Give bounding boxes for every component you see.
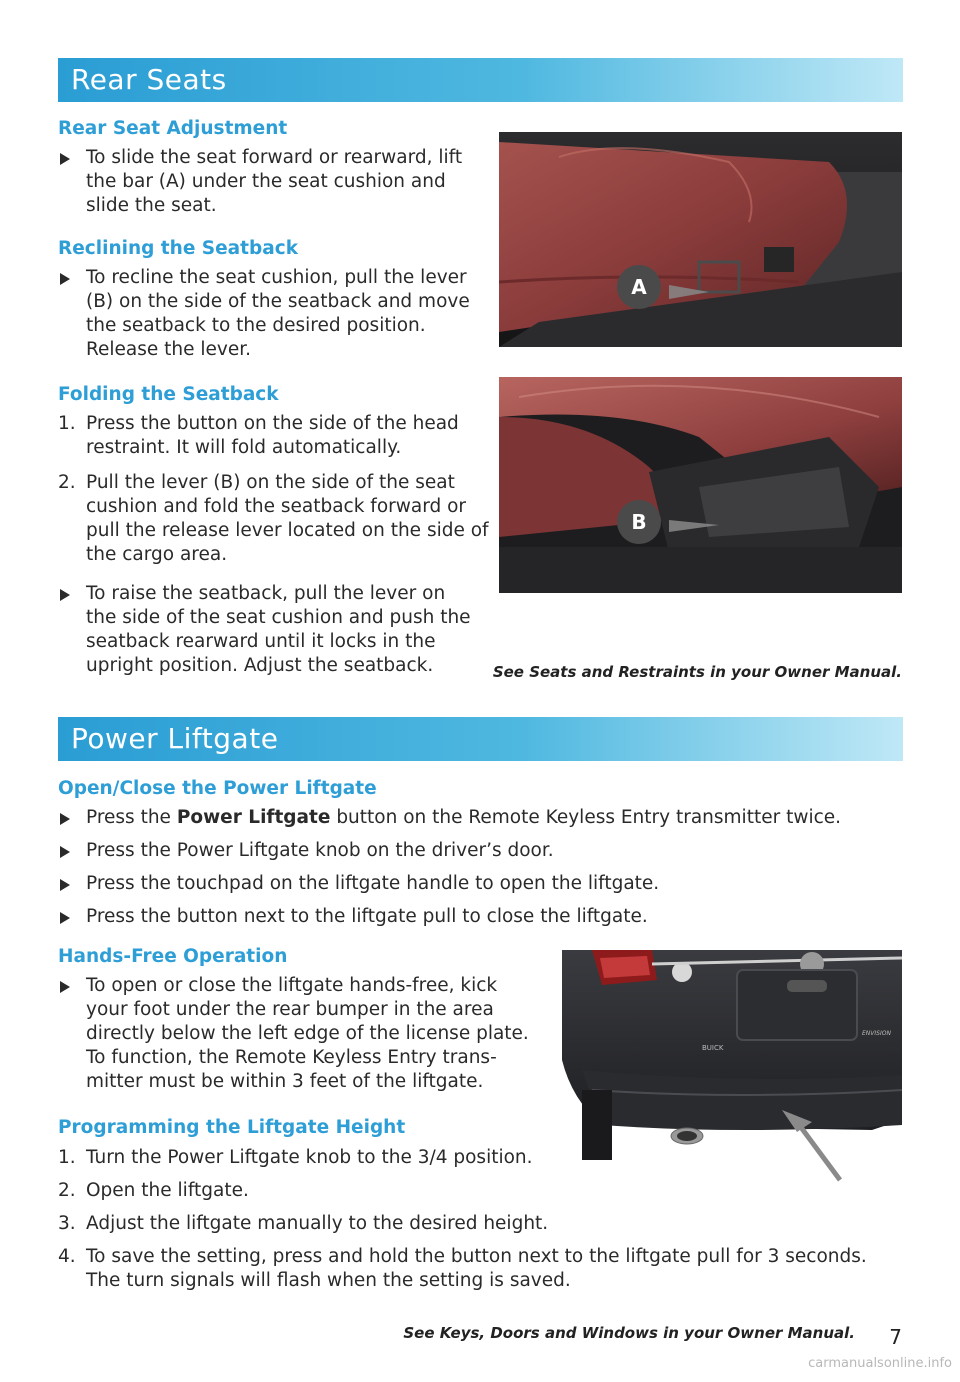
bullet-arrow-icon: [60, 273, 70, 285]
seat-slide-bar-photo: [499, 132, 902, 347]
car-badge: BUICK: [702, 1044, 724, 1052]
list-item: 1. Turn the Power Liftgate knob to the 3/4 position.: [58, 1147, 533, 1168]
bullet-arrow-icon: [60, 813, 70, 825]
list-item: 1. Press the button on the side of the head restraint. It will fold automatically.: [58, 413, 459, 458]
rear-bumper-photo: [542, 950, 902, 1184]
car-model: ENVISION: [862, 1030, 891, 1037]
programming-heading: Programming the Liftgate Height: [58, 1117, 406, 1138]
list-item: To open or close the liftgate hands-free, kick your foot under the rear bumper in the area directly below the left edge of the license plate. To function, the Remote Keyless Entry trans-mitter must be within 3 feet of the liftgate.: [58, 974, 534, 1094]
rear-seat-adjustment-heading: Rear Seat Adjustment: [58, 118, 288, 139]
list-item: 3. Adjust the liftgate manually to the desired height.: [58, 1213, 549, 1234]
bullet-arrow-icon: [60, 846, 70, 858]
list-item: To recline the seat cushion, pull the lever (B) on the side of the seatback and move the seatback to the desired position. Release the lever.: [58, 266, 478, 362]
seatback-lever-photo: [499, 377, 902, 593]
power-liftgate-banner: Power Liftgate: [58, 717, 903, 761]
open-close-heading: Open/Close the Power Liftgate: [58, 778, 377, 799]
label-b: B: [631, 510, 647, 534]
list-item: Press the touchpad on the liftgate handle to open the liftgate.: [58, 872, 898, 896]
bullet-arrow-icon: [60, 912, 70, 924]
reclining-heading: Reclining the Seatback: [58, 238, 299, 259]
list-item: 4. To save the setting, press and hold the button next to the liftgate pull for 3 seconds. The turn signals will flash when the setting is saved.: [58, 1246, 867, 1291]
folding-heading: Folding the Seatback: [58, 384, 279, 405]
list-item: Press the button next to the liftgate pull to close the liftgate.: [58, 905, 898, 929]
label-a: A: [631, 275, 647, 299]
bullet-arrow-icon: [60, 153, 70, 165]
bullet-arrow-icon: [60, 589, 70, 601]
see-keys-ref: See Keys, Doors and Windows in your Owner Manual.: [403, 1324, 855, 1342]
bullet-arrow-icon: [60, 981, 70, 993]
hands-free-heading: Hands-Free Operation: [58, 946, 288, 967]
list-item: Press the Power Liftgate button on the Remote Keyless Entry transmitter twice.: [58, 806, 898, 830]
list-item: Press the Power Liftgate knob on the driver’s door.: [58, 839, 898, 863]
watermark: carmanualsonline.info: [808, 1356, 952, 1371]
list-item: 2. Pull the lever (B) on the side of the seat cushion and fold the seatback forward or pull the release lever located on the side of the cargo area.: [58, 472, 489, 565]
list-item: To raise the seatback, pull the lever on the side of the seat cushion and push the seatback rearward until it locks in the upright position. Adjust the seatback.: [58, 582, 898, 678]
list-item: To slide the seat forward or rearward, lift the bar (A) under the seat cushion and slide the seat.: [58, 146, 478, 218]
list-item: 2. Open the liftgate.: [58, 1180, 249, 1201]
page-number: 7: [889, 1325, 902, 1349]
rear-seats-banner: Rear Seats: [58, 58, 903, 102]
bullet-arrow-icon: [60, 879, 70, 891]
see-seats-ref: See Seats and Restraints in your Owner Manual.: [492, 663, 902, 681]
